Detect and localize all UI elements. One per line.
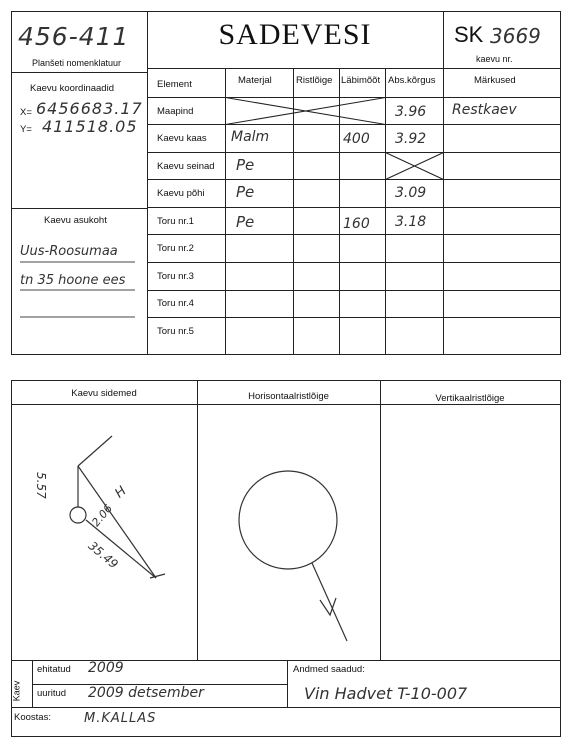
- col-header-abs: Abs.kõrgus: [388, 75, 436, 86]
- well-number: 3669: [490, 24, 541, 48]
- row-label-kaevu-seinad: Kaevu seinad: [157, 161, 215, 172]
- data-source-label: Andmed saadud:: [293, 664, 365, 675]
- pohi-abs: 3.09: [395, 185, 427, 201]
- sketch-distance-2: 2.06: [89, 501, 116, 530]
- row-label-toru-3: Toru nr.3: [157, 271, 194, 282]
- sheet-label: Planšeti nomenklatuur: [32, 58, 122, 68]
- well-prefix: SK: [454, 22, 484, 47]
- kaas-labimoot: 400: [343, 131, 370, 147]
- surveyed-value: 2009 detsember: [88, 685, 204, 701]
- row-label-kaevu-kaas: Kaevu kaas: [157, 133, 207, 144]
- toru1-labimoot: 160: [343, 216, 370, 232]
- x-label: X=: [20, 107, 32, 118]
- col-header-ristloige: Ristlõige: [296, 75, 333, 86]
- ties-header: Kaevu sidemed: [71, 388, 137, 399]
- col-header-materjal: Materjal: [238, 75, 272, 86]
- sketch-mark: H: [112, 483, 130, 502]
- pohi-materjal: Pe: [236, 183, 255, 201]
- y-value: 411518.05: [42, 117, 138, 136]
- seinad-materjal: Pe: [236, 156, 255, 174]
- row-label-toru-2: Toru nr.2: [157, 243, 194, 254]
- row-label-maapind: Maapind: [157, 106, 194, 117]
- form-title: SADEVESI: [218, 18, 372, 51]
- col-header-markused: Märkused: [474, 75, 516, 86]
- compiled-value: M.KALLAS: [84, 711, 157, 726]
- built-label: ehitatud: [37, 664, 71, 675]
- row-label-kaevu-pohi: Kaevu põhi: [157, 188, 205, 199]
- well-label: kaevu nr.: [476, 54, 513, 64]
- surveyed-label: uuritud: [37, 688, 67, 699]
- kaas-materjal: Malm: [231, 129, 270, 145]
- maapind-markused: Restkaev: [452, 102, 517, 118]
- built-value: 2009: [88, 660, 124, 676]
- horizontal-section-sketch: [239, 471, 347, 641]
- x-value: 6456683.17: [36, 99, 143, 118]
- col-header-element: Element: [157, 79, 192, 90]
- sketch-distance-1: 5.57: [34, 472, 48, 499]
- vertical-header: Vertikaalristlõige: [435, 393, 505, 404]
- maapind-abs: 3.96: [395, 104, 427, 120]
- ties-sketch: [70, 436, 165, 578]
- location-label: Kaevu asukoht: [44, 215, 107, 226]
- toru1-materjal: Pe: [236, 213, 255, 231]
- sheet-number: 456-411: [18, 22, 130, 51]
- row-label-toru-4: Toru nr.4: [157, 298, 194, 309]
- footer-side-label: Kaev: [11, 680, 22, 702]
- col-header-labimoot: Läbimõõt: [341, 75, 381, 86]
- sketch-distance-3: 35.49: [85, 538, 121, 572]
- kaas-abs: 3.92: [395, 131, 427, 147]
- data-source-value: Vin Hadvet T-10-007: [304, 684, 468, 703]
- y-label: Y=: [20, 124, 32, 135]
- location-line2: tn 35 hoone ees: [20, 273, 126, 288]
- horizontal-header: Horisontaalristlõige: [248, 391, 329, 402]
- row-label-toru-5: Toru nr.5: [157, 326, 194, 337]
- coordinates-label: Kaevu koordinaadid: [30, 83, 114, 94]
- toru1-abs: 3.18: [395, 214, 427, 230]
- location-line1: Uus-Roosumaa: [20, 244, 118, 259]
- compiled-label: Koostas:: [14, 712, 51, 723]
- row-label-toru-1: Toru nr.1: [157, 216, 194, 227]
